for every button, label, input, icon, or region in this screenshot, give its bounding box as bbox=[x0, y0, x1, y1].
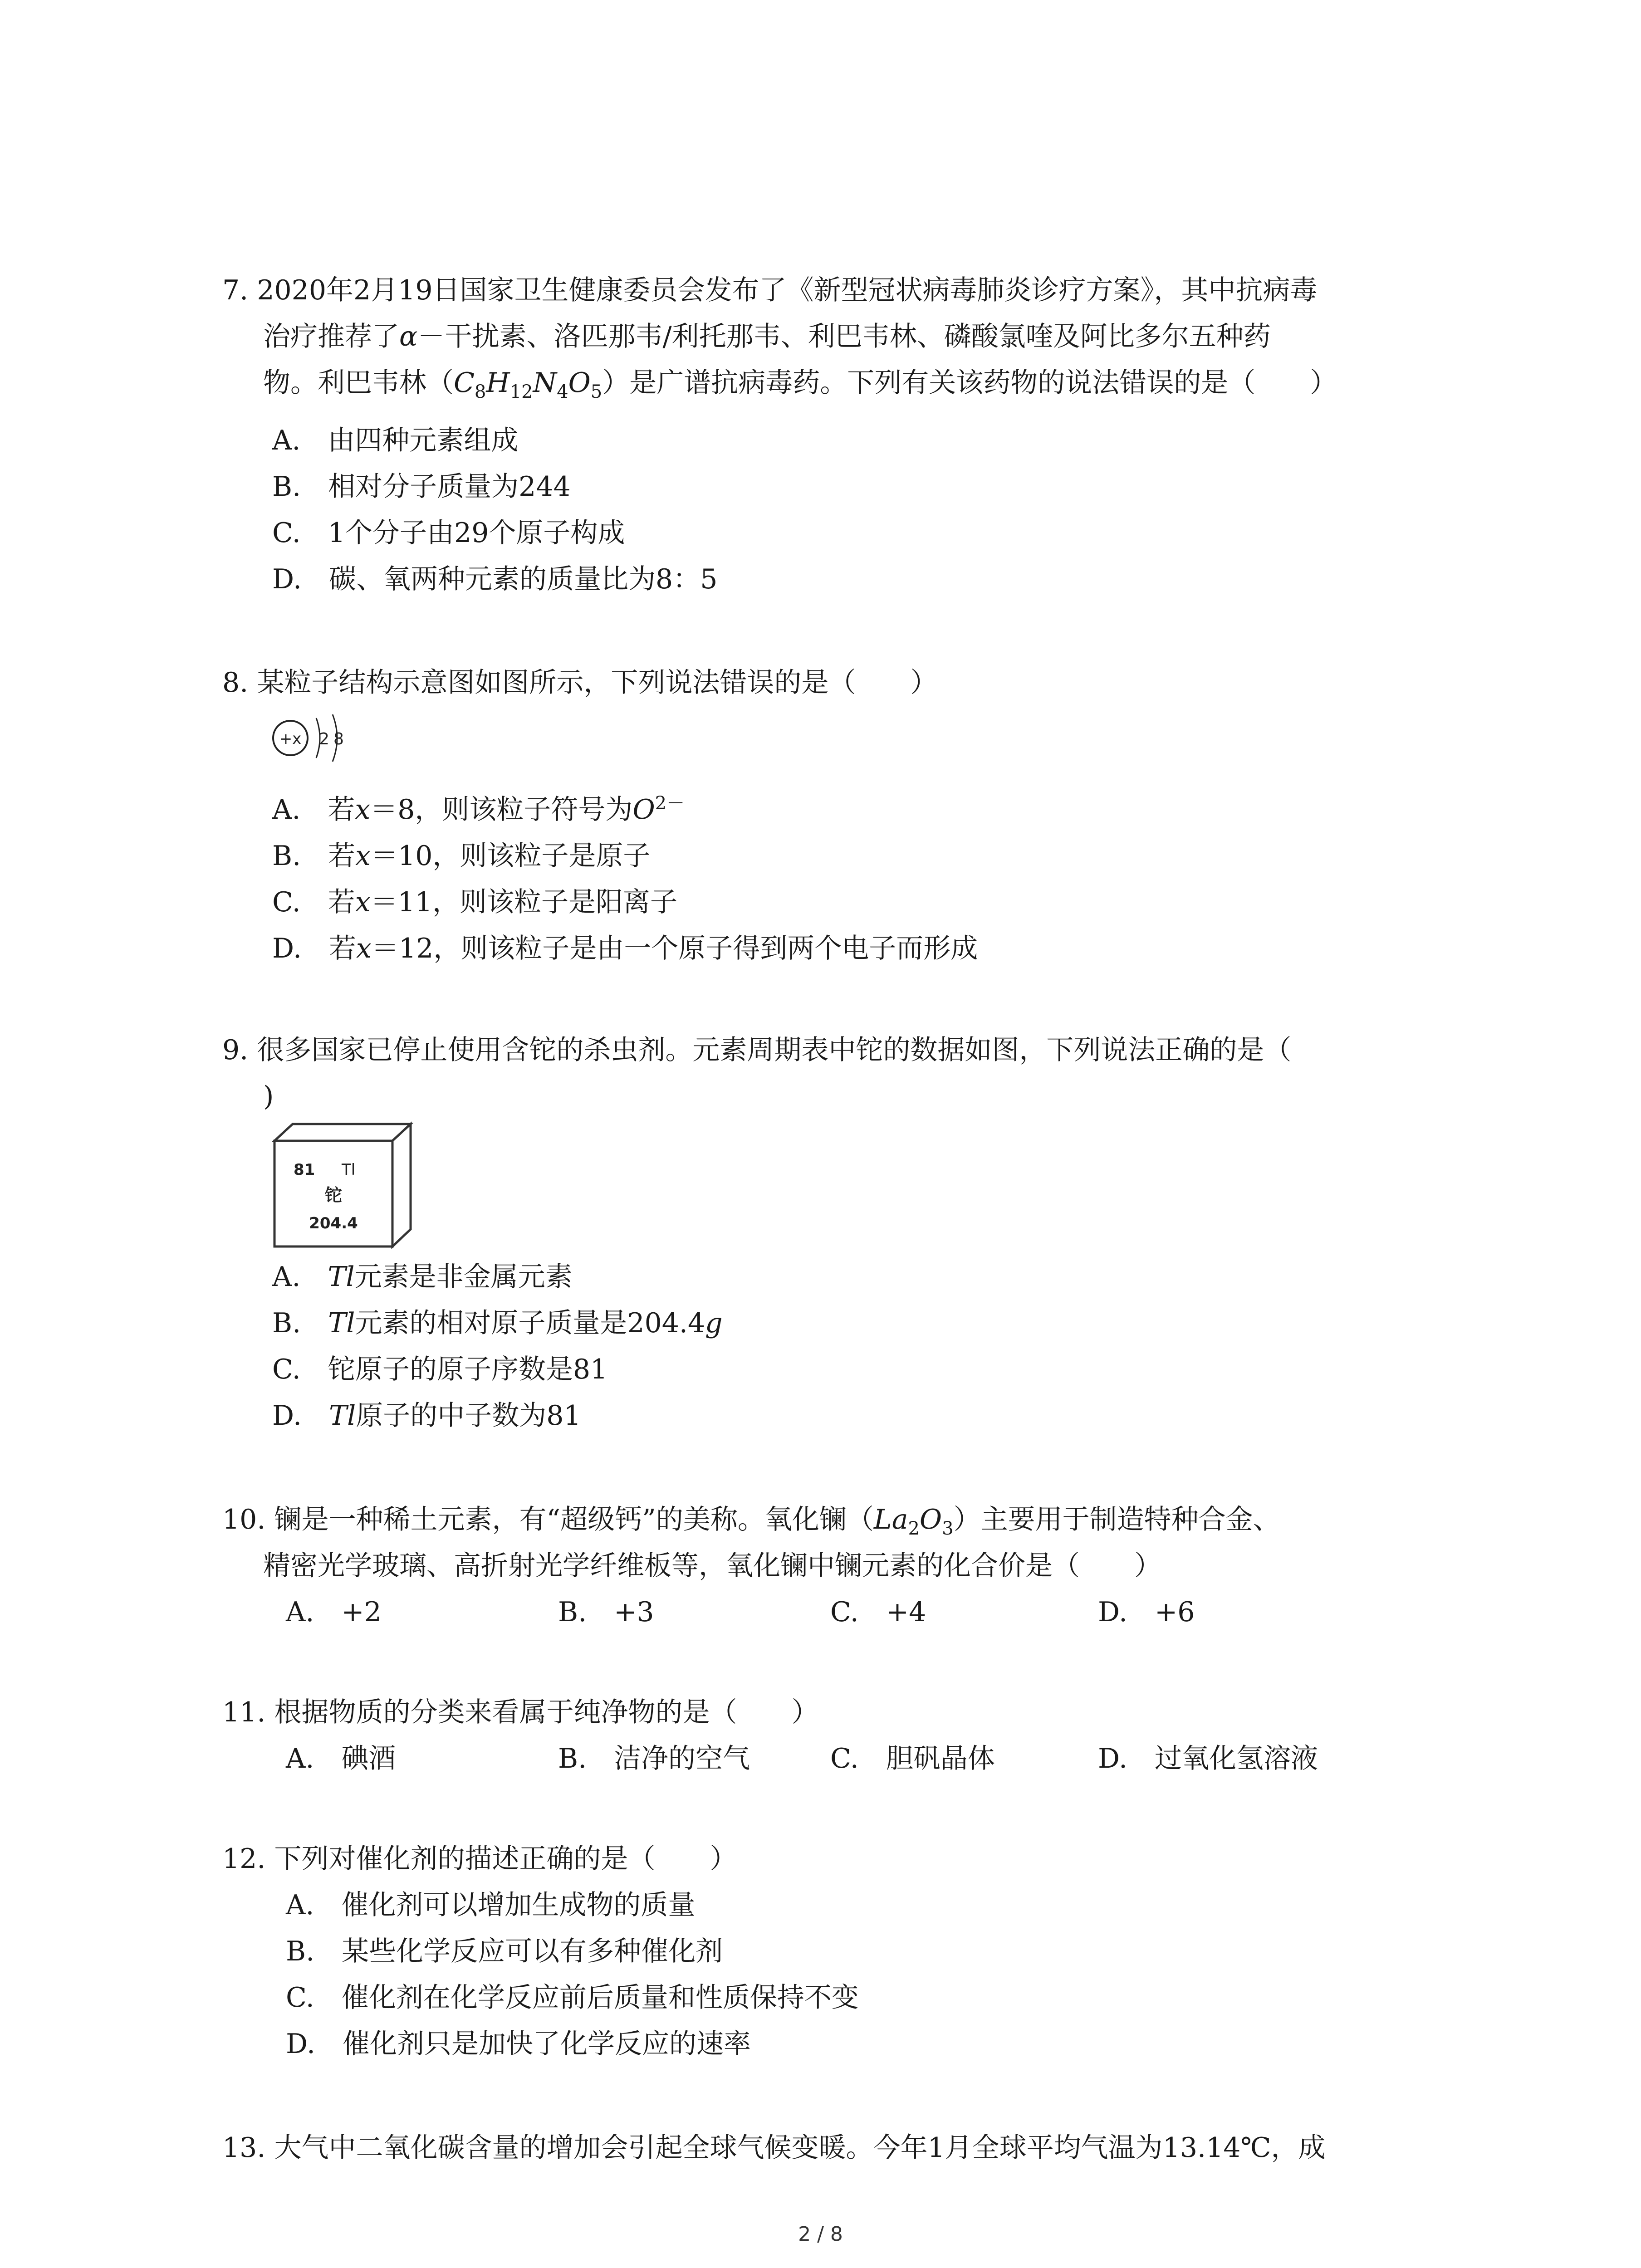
page-number: 2 / 8 bbox=[798, 2223, 843, 2246]
q12-option-c: C. 催化剂在化学反应前后质量和性质保持不变 bbox=[286, 1982, 859, 2014]
alpha-symbol: α bbox=[399, 321, 418, 352]
element-symbol: Tl bbox=[342, 1161, 356, 1179]
q10-option-b: B. +3 bbox=[558, 1596, 654, 1628]
q7-option-c: C. 1个分子由29个原子构成 bbox=[272, 517, 625, 549]
q7-option-b: B. 相对分子质量为244 bbox=[272, 471, 571, 503]
ribavirin-formula: $C_8H_{12}N_4O_5$ bbox=[454, 367, 603, 402]
q13-stem-line-1: 13. 大气中二氧化碳含量的增加会引起全球气候变暖。今年1月全球平均气温为13.14℃，成 bbox=[222, 2132, 1326, 2164]
q8-option-d: D. 若x＝12，则该粒子是由一个原子得到两个电子而形成 bbox=[272, 933, 978, 964]
q8-stem: 8. 某粒子结构示意图如图所示，下列说法错误的是（ ） bbox=[222, 667, 938, 699]
q8-option-c: C. 若x＝11，则该粒子是阳离子 bbox=[272, 886, 678, 918]
q9-option-c: C. 铊原子的原子序数是81 bbox=[272, 1354, 608, 1385]
q11-option-a: A. 碘酒 bbox=[286, 1743, 396, 1774]
q9-stem-line-1: 9. 很多国家已停止使用含铊的杀虫剂。元素周期表中铊的数据如图，下列说法正确的是（ bbox=[222, 1034, 1292, 1066]
q11-option-b: B. 洁净的空气 bbox=[558, 1743, 750, 1774]
nucleus-label: +x bbox=[279, 730, 302, 748]
q11-option-d: D. 过氧化氢溶液 bbox=[1098, 1743, 1318, 1774]
q9-stem-line-2: ) bbox=[263, 1080, 274, 1112]
atomic-mass: 204.4 bbox=[309, 1214, 358, 1232]
shell-2-electrons: 8 bbox=[333, 730, 344, 748]
thallium-periodic-tile bbox=[270, 1120, 415, 1252]
lanthanum-oxide-formula: $La_2O_3$ bbox=[873, 1504, 954, 1539]
q8-option-b: B. 若x＝10，则该粒子是原子 bbox=[272, 840, 651, 872]
q9-option-d: D. Tl原子的中子数为81 bbox=[272, 1400, 581, 1432]
q7-stem-line-1: 7. 2020年2月19日国家卫生健康委员会发布了《新型冠状病毒肺炎诊疗方案》，其中抗病毒 bbox=[222, 274, 1318, 306]
q12-option-a: A. 催化剂可以增加生成物的质量 bbox=[286, 1889, 696, 1921]
q10-stem-line-1: 10. 镧是一种稀土元素，有“超级钙”的美称。氧化镧$(La_2O_3)$主要用于制造特种合金、 bbox=[222, 1504, 1280, 1539]
q10-option-c: C. +4 bbox=[830, 1596, 926, 1628]
shell-1-electrons: 2 bbox=[319, 730, 329, 748]
q11-option-c: C. 胆矾晶体 bbox=[830, 1743, 995, 1774]
q12-stem: 12. 下列对催化剂的描述正确的是（ ） bbox=[222, 1843, 737, 1875]
atomic-number: 81 bbox=[294, 1161, 315, 1179]
q11-stem: 11. 根据物质的分类来看属于纯净物的是（ ） bbox=[222, 1696, 819, 1728]
q9-option-b: B. Tl元素的相对原子质量是204.4g bbox=[272, 1307, 723, 1339]
q8-option-a: A. 若x＝8，则该粒子符号为$O^{2-}$ bbox=[272, 793, 685, 826]
q7-stem-line-3: 物。利巴韦林$(C_8H_{12}N_4O_5)$是广谱抗病毒药。下列有关该药物的说法错误的是（ ） bbox=[263, 367, 1337, 402]
q9-option-a: A. Tl元素是非金属元素 bbox=[272, 1261, 573, 1293]
q7-stem-line-2: 治疗推荐了α－干扰素、洛匹那韦/利托那韦、利巴韦林、磷酸氯喹及阿比多尔五种药 bbox=[263, 321, 1271, 352]
q12-option-b: B. 某些化学反应可以有多种催化剂 bbox=[286, 1936, 723, 1967]
q10-option-a: A. +2 bbox=[286, 1596, 382, 1628]
q7-option-a: A. 由四种元素组成 bbox=[272, 425, 519, 456]
q10-stem-line-2: 精密光学玻璃、高折射光学纤维板等，氧化镧中镧元素的化合价是（ ） bbox=[263, 1550, 1161, 1582]
q10-option-d: D. +6 bbox=[1098, 1596, 1195, 1628]
particle-structure-diagram bbox=[265, 710, 356, 767]
q12-option-d: D. 催化剂只是加快了化学反应的速率 bbox=[286, 2028, 751, 2060]
q7-option-d: D. 碳、氧两种元素的质量比为8：5 bbox=[272, 563, 718, 595]
element-name: 铊 bbox=[324, 1185, 343, 1205]
